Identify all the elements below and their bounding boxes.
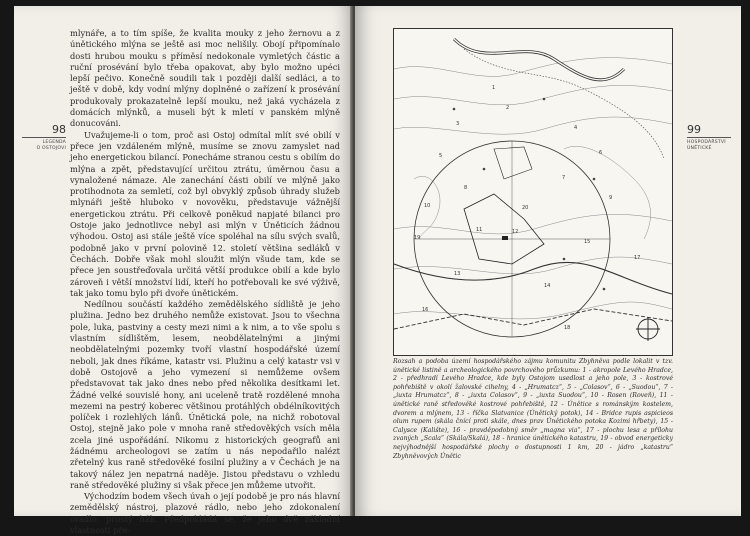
map-label: 16 <box>422 307 429 313</box>
left-page <box>14 6 353 536</box>
left-margin-header <box>22 124 66 152</box>
figure-caption: Rozsah a podoba území hospodářského zájmu komunitu Zbyhněva podle lokalit v tzv. únětické listině a archeologického povrchového průzkumu: 1 - akropole Levého Hradce, 2 - předhradí Levého Hradce, kde byly Ostojom usedlost a jeho pole, 3 - kostrové pohřebiště v okolí žalovské cihelny, 4 - „Hrumatcz“, 5 - „Colasov“, 6 - „Suodou“, 7 - „iuxta Hrumatcz“, 8 - „iuxta Colasov“, 9 - „iuxta Suodou“, 10 - Rosen (Roveň), 11 - únětické raně středověké kostrové pohřebiště, 12 - Únětice s románským kostelem, dvorem a mlýnem, 13 - říčka Slatvanice (Únětický potok), 14 - Bridce rupis aspicieos olum rupem (skála čnící proti skále, dnes prav Únětického potoka Kozimi hřbety), 15 - Calysce (Kalište), 16 - pravděpodobný směr „magna via“, 17 - plochu lesa a přílohu zvaných „Scala“ (Skála/Skalá), 18 - hranice únětického katastru, 19 - obvod energeticky nejvýhodnější hospodářské plochy o dostupnosti 1 km, 20 - jádro „katastru“ Zbyhněvových Únětic <box>393 358 673 460</box>
map-label: 6 <box>599 150 603 156</box>
right-page <box>355 6 741 516</box>
church-marker <box>502 236 508 240</box>
map-label: 1 <box>492 85 496 91</box>
map-label: 10 <box>424 203 431 209</box>
creek <box>394 262 672 294</box>
map-label: 15 <box>584 239 591 245</box>
right-margin-header <box>687 124 731 152</box>
page-number: 98 <box>52 123 66 136</box>
map-label: 4 <box>574 125 578 131</box>
map-label: 14 <box>544 283 551 289</box>
paragraph: Uvažujeme-li o tom, proč asi Ostoj odmítal mlít své obilí v přece jen vzdáleném mlýně, musíme se znovu zamyslet nad jeho energetickou bilancí. Ponecháme stranou cestu s obilím do mlýna a zpět, představující určitou ztrátu, úměrnou času a vynaložené námaze. Ale zanechání části obilí ve mlýně jako protihodnota za semletí, což byl obvyklý způsob úhrady služeb mlynáři ještě hluboko v novověku, představuje vážnější energetickou ztrátu. Při celkově poněkud napjaté bilanci pro Ostoje jako jednotlivce nebyl asi mlýn v Úněticích žádnou výhodou. Ostoj asi stále ještě více spoléhal na sílu svých svalů, podobně jako v první polovině 12. století většina sedláků v Čechách. Dobře však mohl sloužit mlýn všude tam, kde se přece jen soustřeďovala určitá větší produkce obilí a kde bylo zároveň i větší množství lidí, kteří ho potřebovali ke své výživě, tak jako tomu bylo při dvoře únětickém. <box>70 129 340 298</box>
running-head-line-1: HOSPODÁŘSTVÍ <box>687 140 726 145</box>
north-arrow <box>636 317 660 341</box>
header-rule <box>22 137 66 138</box>
running-head-line-2: ÚNĚTICKÉ <box>687 145 712 151</box>
map-label: 19 <box>414 235 421 241</box>
archaeological-map <box>393 28 673 356</box>
map-label: 13 <box>454 271 461 277</box>
river <box>454 39 624 80</box>
map-label: 17 <box>634 255 641 261</box>
paragraph: Východzím bodem všech úvah o její podobě je pro nás hlavní zemědělský nástroj, plazové rádlo, nebo jeho zdokonalení oradlo, prostý hák. Předpokládá se, že jeho dvě základní vlastnosti pře- <box>70 491 340 536</box>
map-label: 8 <box>464 185 468 191</box>
map-label: 2 <box>506 105 510 111</box>
paragraph: Nedílnou součástí každého zemědělského sídliště je jeho plužina. Jedno bez druhého nemůže existovat. Jsou to všechna pole, luka, pastviny a cesty mezi nimi a k nim, a to vše spolu s vlastním sídlištěm, lesem, neobdělatelnými a jinými neobdělatelnými pozemky tvoří vlastní hospodářské území neboli, jak dnes říkáme, katastr vsi. Plužinu a celý katastr vsi v době Ostojově a jeho vymezení si nemůžeme ovšem představovat tak jako dnes nebo před několika desítkami let. Žádné velké souvislé hony, ani uceleně tratě rozdělené mnoha mezemi na pestrý koberec většinou protáhlých obdélníkovitých políček i rozlehlých lánů. Únětická pole, na nichž robotoval Ostoj, stejně jako pole v mnoha raně středověkých vsích měla zcela jiné uspořádání. Nikomu z historických geografů ani žádnému archeologovi se zatím u nás nepodařilo nalézt zřetelný kus raně středověké fosilní plužiny a v Čechách je na takový nález jen nepatrná naděje. Jistou představu o vzhledu raně středověké plužiny si však přece jen můžeme utvořit. <box>70 299 340 490</box>
map-label: 5 <box>439 153 443 159</box>
field-outline <box>494 147 532 179</box>
header-rule <box>687 137 731 138</box>
map-label: 3 <box>456 121 460 127</box>
running-head-line-1: LEGENDA <box>42 140 66 145</box>
map-label: 20 <box>522 205 529 211</box>
map-label: 11 <box>476 227 483 233</box>
map-label: 18 <box>564 325 571 331</box>
map-label: 9 <box>609 195 613 201</box>
running-head-line-2: O OSTOJOVI <box>36 145 66 151</box>
map-label: 7 <box>562 175 566 181</box>
body-text <box>70 28 340 536</box>
map-label: 12 <box>512 229 519 235</box>
map-number-labels <box>414 85 640 331</box>
page-number: 99 <box>687 123 701 136</box>
paragraph: mlynáře, a to tím spíše, že kvalita mouky z jeho žernovu a z únětického mlýna se ještě asi moc nelišily. Obojí připomínalo dosti hrubou mouku s příměsí nedokonale vymletých částic a ruční prosévání bylo třeba opakovat, aby bylo možno upéci lepší pečivo. Konečně soudili tak i později další sedláci, a to ještě v době, kdy vodní mlýny doplněné o zařízení k prosévání produkovaly prokazatelně lepší mouku, než jaká vycházela z domácích mlýnků, a museli být k mletí v panském mlýně donucováni. <box>70 28 340 129</box>
map-figure <box>394 29 672 355</box>
